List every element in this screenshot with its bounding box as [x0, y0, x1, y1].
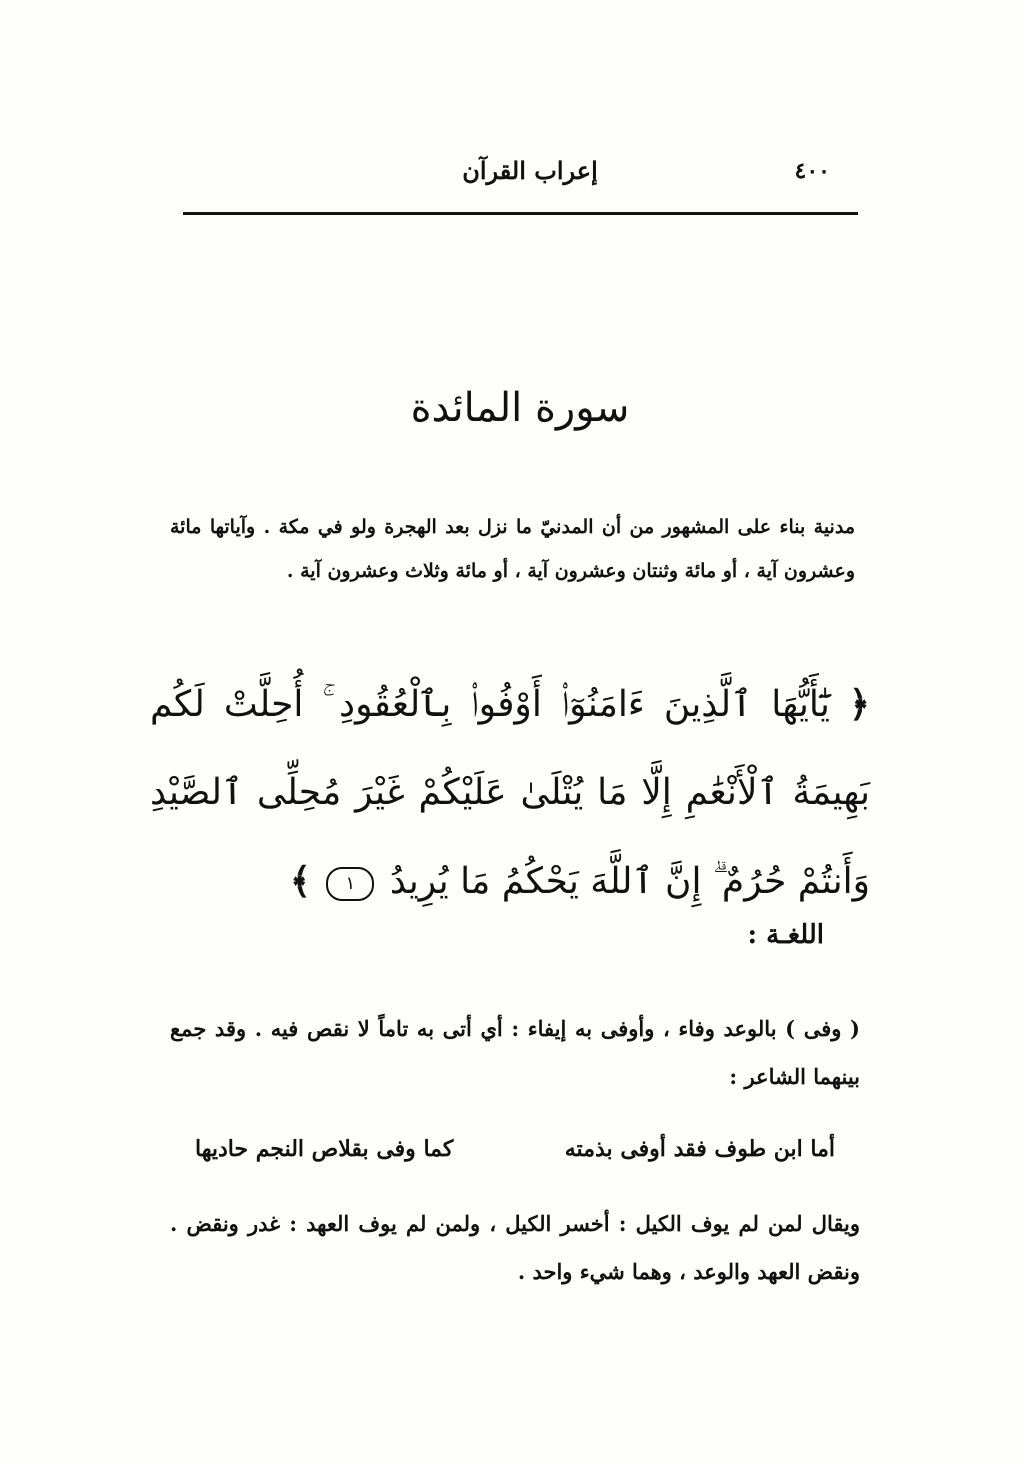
- body-paragraph-1: ( وفى ) بالوعد وفاء ، وأوفى به إيفاء : أي أتى به تاماً لا نقص فيه . وقد جمع بينهما الشاعر :: [170, 1016, 860, 1089]
- verse-open-bracket: ﴿: [848, 683, 870, 725]
- intro-paragraph: مدنية بناء على المشهور من أن المدنيّ ما نزل بعد الهجرة ولو في مكة . وآياتها مائة وعشرون آية ، أو مائة وثنتان وعشرون آية ، أو مائة وثلاث وعشرون آية .: [170, 516, 855, 582]
- header-rule: [183, 212, 858, 215]
- page-number: ٤٠٠: [794, 158, 830, 184]
- running-title: إعراب القرآن: [462, 156, 598, 185]
- body-paragraph-2: ويقال لمن لم يوف الكيل : أخسر الكيل ، ولمن لم يوف العهد : غدر ونقض . ونقض العهد والوعد ، وهما شيء واحد .: [170, 1211, 860, 1284]
- page-header: [180, 150, 860, 200]
- poem-line: [195, 1125, 835, 1173]
- poem-hemistich-first: أما ابن طوف فقد أوفى بذمته: [564, 1136, 835, 1162]
- surah-title: سورة المائدة: [410, 385, 630, 431]
- section-heading-language: اللغـة :: [747, 920, 824, 950]
- verse-close-bracket: ﴾: [289, 860, 311, 902]
- verse-text: يَٰٓأَيُّهَا ٱلَّذِينَ ءَامَنُوٓا۟ أَوْفُوا۟ بِٱلْعُقُودِ ۚ أُحِلَّتْ لَكُم بَهِيمَةُ ٱلْأَنْعَٰمِ إِلَّا مَا يُتْلَىٰ عَلَيْكُمْ غَيْرَ مُحِلِّى ٱلصَّيْدِ وَأَنتُمْ حُرُمٌ ۗ إِنَّ ٱللَّهَ يَحْكُمُ مَا يُرِيدُ: [150, 684, 870, 902]
- poem-hemistich-second: كما وفى بقلاص النجم حاديها: [195, 1136, 454, 1162]
- quran-verse: [150, 660, 870, 926]
- ayah-number-marker: ١: [326, 867, 374, 901]
